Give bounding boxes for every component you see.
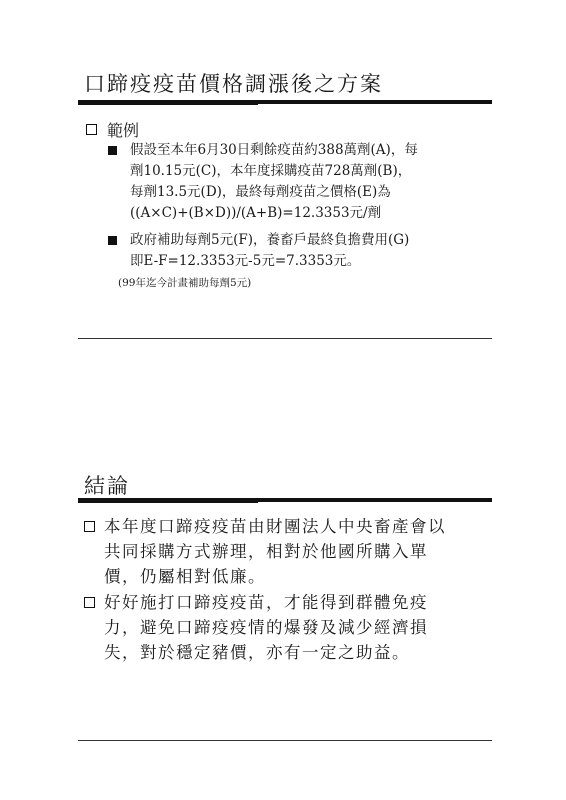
checkbox-square-icon [86,124,97,135]
footnote: (99年迄今計畫補助每劑5元) [118,277,252,289]
conclusion-line: 好好施打口蹄疫疫苗，才能得到群體免疫 [104,593,428,612]
title-underline-thin [78,502,258,503]
section-label: 範例 [107,121,140,140]
slide-divider [78,740,492,741]
title-underline-thin [78,104,258,105]
slide-divider [78,338,492,339]
bullet-line: 即E-F=12.3353元-5元=7.3353元。 [130,253,361,269]
conclusion-line: 共同採購方式辦理，相對於他國所購入單 [104,542,428,561]
conclusion-line: 價，仍屬相對低廉。 [104,567,266,586]
bullet-line: 劑10.15元(C)，本年度採購疫苗728萬劑(B)， [130,163,412,179]
checkbox-square-icon [84,521,95,532]
slide-title: 口蹄疫疫苗價格調漲後之方案 [84,72,383,96]
bullet-line: 政府補助每劑5元(F)，養畜戶最終負擔費用(G) [130,232,410,248]
bullet-line: 每劑13.5元(D)，最終每劑疫苗之價格(E)為 [130,184,391,200]
conclusion-line: 本年度口蹄疫疫苗由財團法人中央畜產會以 [104,517,446,536]
slide-title: 結論 [84,474,130,498]
section-example [86,118,139,141]
conclusion-line: 失，對於穩定豬價，亦有一定之助益。 [104,643,410,662]
slide-price-plan [0,60,566,340]
filled-square-bullet-icon [108,146,117,155]
bullet-line: ((A×C)+(B×D))/(A+B)=12.3353元/劑 [130,205,382,221]
bullet-line: 假設至本年6月30日剩餘疫苗約388萬劑(A)，每 [130,142,418,158]
filled-square-bullet-icon [108,236,117,245]
slide-conclusion [0,468,566,748]
checkbox-square-icon [84,597,95,608]
conclusion-line: 力，避免口蹄疫疫情的爆發及減少經濟損 [104,618,428,637]
